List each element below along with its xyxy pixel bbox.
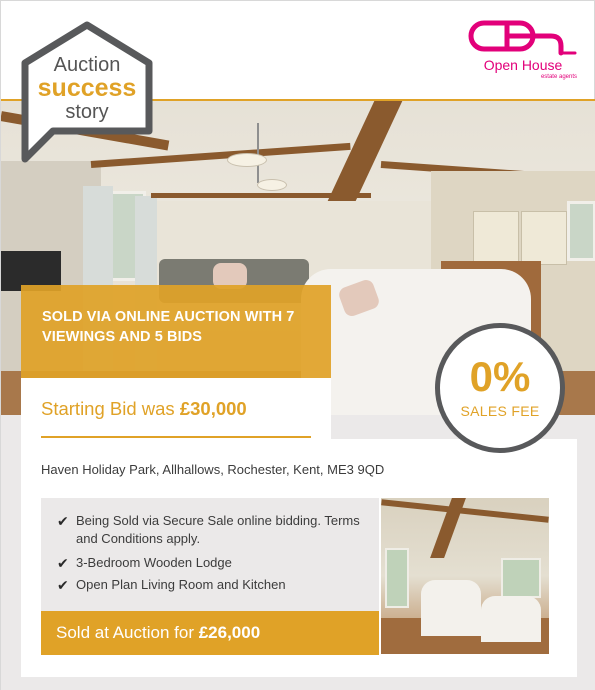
- auction-result-amount: £26,000: [198, 623, 261, 642]
- oh-logo-icon: [467, 19, 579, 59]
- feature-item: [57, 576, 372, 594]
- starting-bid-underline: [41, 436, 311, 438]
- starting-bid-box: [21, 378, 331, 439]
- property-address: Haven Holiday Park, Allhallows, Rochester, Kent, ME3 9QD: [41, 462, 385, 477]
- sales-fee-label: SALES FEE: [460, 403, 540, 419]
- starting-bid-amount: £30,000: [179, 398, 247, 419]
- feature-text: Being Sold via Secure Sale online bidding. Terms and Conditions apply.: [76, 513, 360, 546]
- sales-fee-percent: 0%: [469, 353, 531, 400]
- feature-list: [41, 498, 379, 611]
- feature-item: [57, 512, 372, 548]
- feature-text: Open Plan Living Room and Kitchen: [76, 577, 286, 592]
- check-icon: ✔: [57, 513, 69, 529]
- logo-tagline: estate agents: [540, 74, 577, 80]
- logo-name: Open House: [483, 57, 563, 73]
- badge-line-3: story: [65, 101, 109, 123]
- sold-summary-banner: [21, 285, 331, 378]
- interior-thumbnail: [381, 498, 549, 654]
- auction-result-bar: [41, 611, 379, 655]
- badge-line-1: Auction: [53, 54, 121, 76]
- sales-fee-circle: [435, 323, 565, 453]
- check-icon: ✔: [57, 555, 69, 571]
- starting-bid-label: Starting Bid was: [41, 398, 175, 419]
- feature-text: 3-Bedroom Wooden Lodge: [76, 555, 232, 570]
- auction-success-badge: [19, 19, 155, 165]
- starting-bid: [41, 398, 247, 420]
- open-house-logo: [467, 19, 579, 83]
- auction-result-label: Sold at Auction for: [56, 623, 194, 642]
- check-icon: ✔: [57, 577, 69, 593]
- sold-summary-text: SOLD VIA ONLINE AUCTION WITH 7 VIEWINGS AND 5 BIDS: [42, 309, 295, 345]
- badge-line-2: success: [37, 74, 137, 102]
- feature-item: [57, 554, 372, 572]
